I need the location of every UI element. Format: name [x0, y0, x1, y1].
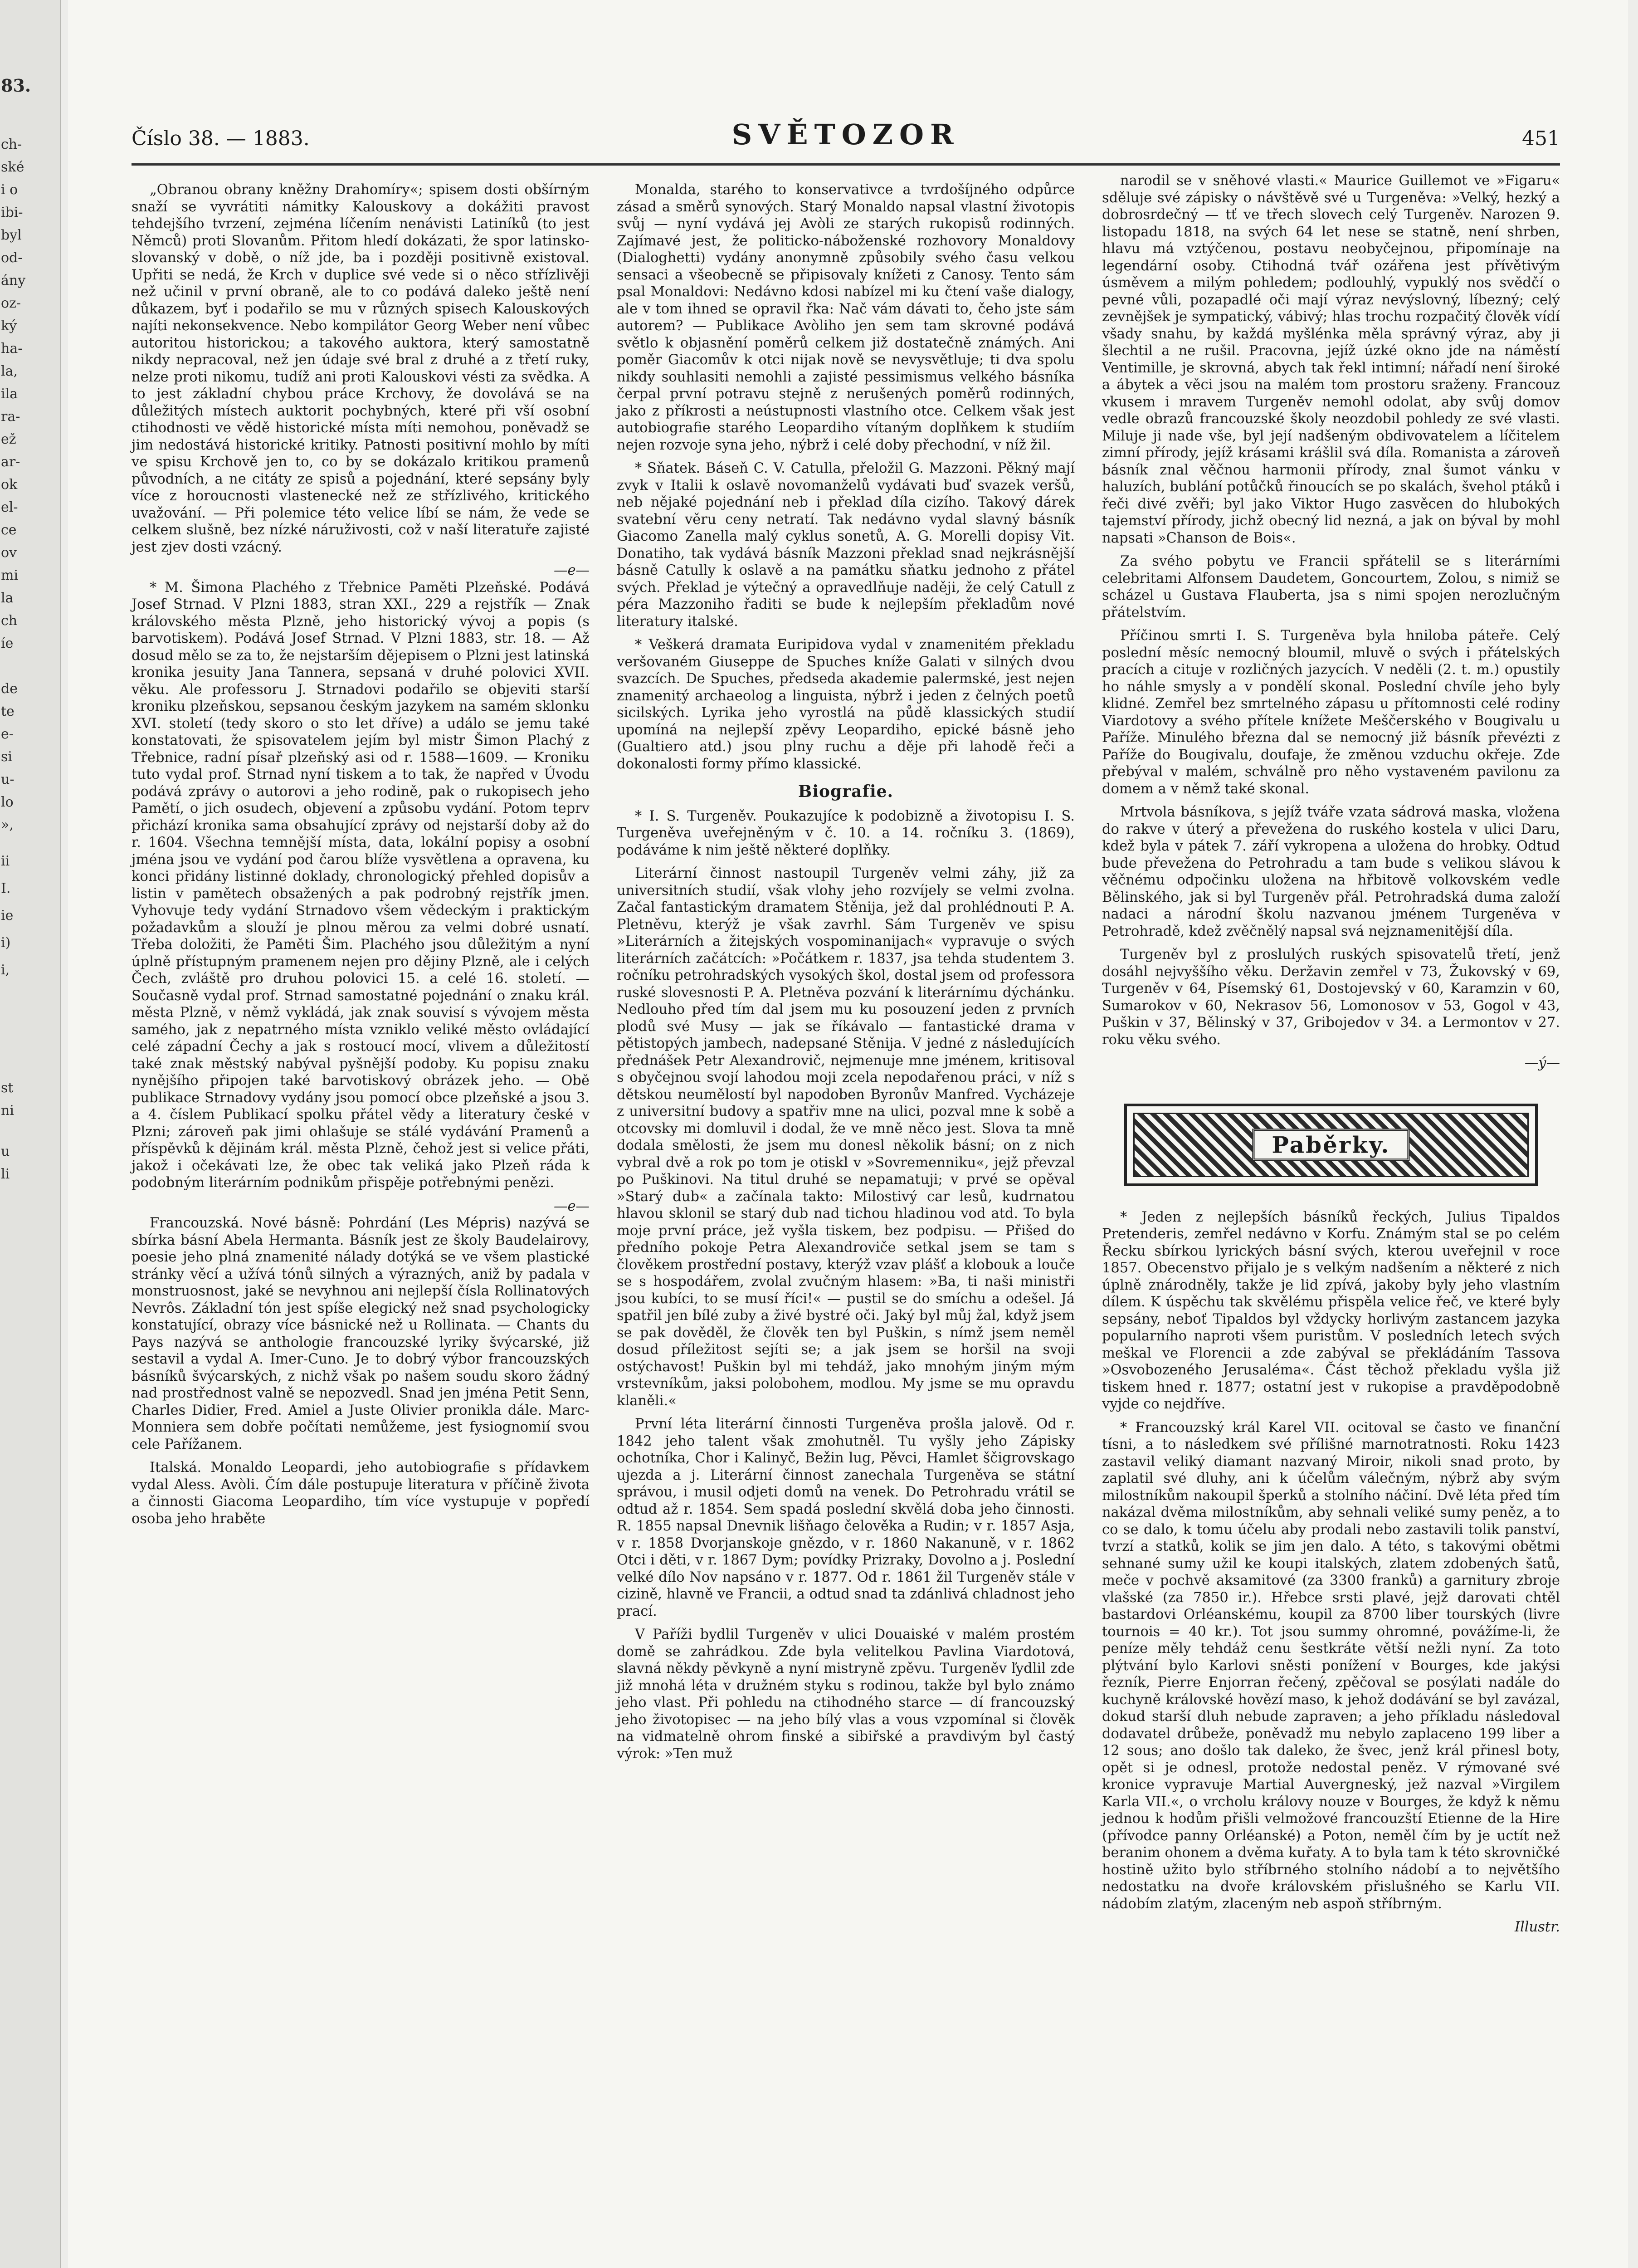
article-catullus-wedding: * Sňatek. Báseň C. V. Catulla, přeložil G. Mazzoni. Pěkný mají zvyk v Italii k oslavě novomanželů vydávati buď svazek veršů, neb nějaké pojednání neb i překlad díla cizího. Takový dárek svatební věru ceny netratí. Tak nedávno vydal slavný básník Giacomo Zanella malý cyklus sonetů, A. G. Morelli dopisy Vit. Donatiho, tak vydává básník Mazzoni překlad snad nejkrásnější básně Catully k oslavě a na památku sňatku jednoho z přátel svých. Překlad je výtečný a opravedlňuje naději, že celý Catull z péra Mazzoniho řaditi se bude k nejlepším překladům nové literatury italské. — [617, 460, 1075, 630]
article-plzen-chronicle: * M. Šimona Plachého z Třebnice Paměti Plzeňské. Podává Josef Strnad. V Plzni 1883, stran XXI., 229 a rejstřík — Znak královského města Plzně, jeho historický vývoj a popis (s barvotiskem). Podává Josef Strnad. V Plzni 1883, str. 18. — Až dosud mělo se za to, že nejstarším dějepisem o Plzni jest latinská kronika jesuity Jana Tannera, sepsaná v druhé polovici XVII. věku. Ale professoru J. Strnadovi podařilo se objeviti starší kroniku plzeňskou, sepsanou českým jazykem na samém sklonku XVI. století (tedy skoro o sto let dříve) a událo se jemu také konstatovati, že spisovatelem jejím byl mistr Šimon Plachý z Třebnice, radní písař plzeňský asi od r. 1588—1609. — Kroniku tuto vydal prof. Strnad nyní tiskem a to tak, že napřed v Úvodu podává zprávy o autorovi a jeho rodině, pak o rukopisech jeho Pamětí, o jich osudech, objevení a způsobu vydání. Potom teprv přichází kronika sama obsahující zprávy od nejstarší doby až do r. 1604. Všechna temnější místa, data, lokální popisy a osobní jména jsou ve vydání pod čarou blíže vysvětlena a opravena, ku konci přidány listinné doklady, chronologický přehled dopisův a listin v pamětech obsažených a pak podrobný rejstřík jmen. Vyhovuje tedy vydání Strnadovo všem vědeckým i praktickým požadavkům a slouží je plnou měrou za velmi dobré usnatí. Třeba doložiti, že Paměti Šim. Plachého jsou důležitým a nyní úplně přístupným pramenem nejen pro dějiny Plzně, ale i celých Čech, zvláště pro druhou polovici 15. a celé 16. století. — Současně vydal prof. Strnad samostatné pojednání o znaku král. města Plzně, v němž vykládá, jak znak souvisí s vývojem města samého, jak z nepatrného místa vzniklo veliké město ovládající celé západní Čechy a jak s rostoucí mocí, vlivem a důležitostí také znak městský nabýval pyšnější podoby. Ku popisu znaku nynějšího připojen také barvotiskový obrázek jeho. — Obě publikace Strnadovy vydány jsou pomocí obce plzeňské a jsou 3. a 4. číslem Publikací spolku přátel vědy a literatury české v Plzni; zároveň pak jimi ohlašuje se stálé vydávání Pramenů a příspěvků k dějinám král. města Plzně, čehož jest si velice přáti, jakož i očekávati lze, že obec tak veliká jako Plzeň ráda k podobným literárním podnikům přispěje potřebnými penězi. — [132, 579, 590, 1191]
margin-fragment: te — [1, 704, 15, 719]
margin-fragment: ni — [1, 1103, 14, 1119]
margin-fragment: ok — [1, 477, 18, 493]
article-turgenev-works: První léta literární činnosti Turgeněva prošla jalově. Od r. 1842 jeho talent však zmohutněl. Tu vyšly jeho Zápisky ochotníka, Chor i Kalinyč, Bežin lug, Pěvci, Hamlet ščigrovskago ujezda a j. Literární činnost zanechala Turgeněva se státní správou, i musil odjeti domů na venek. Do Petrohradu vrátil se odtud až r. 1854. Sem spadá poslední skvělá doba jeho činnosti. R. 1855 napsal Dnevnik lišňago čelověka a Rudin; v r. 1857 Asja, v r. 1858 Dvorjanskoje gnězdo, v r. 1860 Nakanuně, v r. 1862 Otci i děti, v r. 1867 Dym; povídky Prizraky, Dovolno a j. Poslední velké dílo Nov napsáno v r. 1877. Od r. 1861 žil Turgeněv stále v cizině, hlavně ve Francii, a odtud snad ta zdánlivá chladnost jeho prací. — [617, 1416, 1075, 1619]
paberky-ornamental-banner — [1124, 1104, 1538, 1186]
margin-fragment: i, — [1, 962, 10, 978]
page-number: 451 — [1522, 127, 1560, 150]
article-euripides: * Veškerá dramata Euripidova vydal v znamenitém překladu veršovaném Giuseppe de Spuches kníže Galati v silných dvou svazcích. De Spuches, předseda akademie palermské, jest nejen znamenitý archaeolog a linguista, nýbrž i jeden z čelných poetů sicilských. Lyrika jeho vyrostlá na půdě klassických studií upomíná na nejlepší zpěvy Leopardiho, epické básně jeho (Gualtiero atd.) jsou plny ruchu a děje při lahodě řeči a dokonalosti formy přímo klassické. — [617, 637, 1075, 772]
section-heading-biography: Biografie. — [798, 782, 894, 801]
article-turgenev-beginnings: Literární činnost nastoupil Turgeněv velmi záhy, již za universitních studií, však vlohy jeho rozvíjely se velmi zvolna. Začal fantastickým dramatem Stěnija, jež dal prohlédnouti P. A. Pletněvu, kterýž je však zavrhl. Sám Turgeněv ve spisu »Literárních a žitejských vospominanijach« vypravuje o svých literárních začátcích: »Počátkem r. 1837, jsa tehda studentem 3. ročníku petrohradských vysokých škol, dostal jsem od professora ruské slovesnosti P. A. Pletněva pozvání k literárnímu dýchánku. Nedlouho před tím dal jsem mu ku posouzení jeden z prvních plodů své Musy — jak se říkávalo — fantastické drama v pětistopých jambech, nadepsané Stěnija. V jedné z následujících přednášek Petr Alexandrovič, nejmenuje mne jménem, kritisoval s obyčejnou svojí lahodou moji zcela nepodařenou práci, v níž s dětskou neumělostí byl napodoben Byronův Manfred. Vycházeje z universitní budovy a spatřiv mne na ulici, pozval mne k sobě a otcovsky mi domluvil i dodal, že ve mně něco jest. Slova ta mně dodala smělosti, že jsem mu donesl několik básní; on z nich vybral dvě a rok po tom je otiskl v »Sovremenniku«, jejž převzal po Puškinovi. Na titul druhé se nepamatuji; v prvé se opěval »Starý dub« a začínala takto: Milostivý car lesů, kudrnatou hlavou sklonil se starý dub nad tichou hladinou vod atd. To byla moje první práce, jež vyšla tiskem, bez podpisu. — Přišed do předního pokoje Petra Alexandroviče setkal jsem se tam s člověkem prostřední postavy, kterýž vzav plášť a klobouk a louče se s hospodářem, zvolal zvučným hlasem: »Ba, ti naši ministři jsou kubíci, to se musí říci!« — pustil se do smíchu a odešel. Já spatřil jen bílé zuby a živé bystré oči. Jaký byl můj žal, když jsem se pak dověděl, že člověk ten byl Puškin, s nímž jsem neměl dosud příležitost sejíti se; a jak jsem se horšil na svoji ostýchavost! Puškin byl mi tehdáž, jako mnohým jiným mým vrstevníkům, jaksi polobohem, modlou. My jsme se mu opravdu klaněli.« — [617, 865, 1075, 1409]
margin-fragment: íe — [1, 635, 14, 651]
article-italian-leopardi: Italská. Monaldo Leopardi, jeho autobiografie s přídavkem vydal Aless. Avòli. Čím dále postupuje literatura v příčině života a činnosti Giacoma Leopardiho, tím více vystupuje v popředí osoba jeho hraběte — [132, 1460, 590, 1527]
margin-fragment: byl — [1, 227, 22, 243]
margin-fragment: li — [1, 1166, 10, 1182]
margin-fragment: de — [1, 681, 18, 697]
source-signature: Illustr. — [1514, 1919, 1560, 1935]
margin-fragment: e- — [1, 726, 14, 742]
article-turgenev-death: Příčinou smrti I. S. Turgeněva byla hniloba páteře. Celý poslední měsíc nemocný bloumil, mluvě o svých i přátelských pracích a cituje v rozličných jazycích. V neděli (2. t. m.) opustily ho náhle smysly a v pondělí skonal. Poslední chvíle jeho byly klidné. Zemřel bez smrtelného zápasu u přítomnosti celé rodiny Viardotovy a svého přítele knížete Meščerského v Bougivalu u Paříže. Minulého března dal se nemocný již básník převézti z Paříže do Bougivalu, doufaje, že změnou vzduchu okřeje. Zde přebýval v malém, schválně pro něho vystaveném pavilonu za domem a v němž také skonal. — [1102, 628, 1560, 797]
margin-fragment: ii — [1, 853, 10, 869]
margin-fragment: ské — [1, 159, 24, 175]
margin-fragment: u- — [1, 772, 15, 787]
margin-fragment: ch — [1, 613, 18, 629]
article-turgenev-longevity: Turgeněv byl z proslulých ruských spisovatelů třetí, jenž dosáhl nejvyššího věku. Deržavin zemřel v 73, Žukovský v 69, Turgeněv v 64, Písemský 61, Dostojevský v 60, Karamzin v 60, Sumarokov v 60, Nekrasov 56, Lomonosov v 53, Gogol v 43, Puškin v 37, Bělinský v 37, Gribojedov v 34. a Lermontov v 27. roku věku svého. — [1102, 947, 1560, 1048]
running-header — [132, 113, 1560, 159]
margin-fragment: ch- — [1, 137, 22, 152]
margin-fragment: ila — [1, 386, 18, 402]
margin-fragment: st — [1, 1080, 14, 1096]
article-krch-polemic: „Obranou obrany kněžny Drahomíry«; spisem dosti obšírným snaží se vyvrátiti námitky Kalouskovy a dokážiti pravost tehdejšího tvrzení, zejména líčením nenávisti Latiníků (to jest Němců) proti Slovanům. Přitom hledí dokázati, že spor latinsko-slovanský v době, o níž jde, ba i později positivně existoval. Upřiti se nedá, že Krch v duplice své vede si o něco střízlivěji než učinil v první obraně, ale to co podává daleko ještě není důkazem, byť i podařilo se mu v různých spisech Kalouskových najíti nekonsekvence. Nebo kompilátor Georg Weber není vůbec autoritou historickou; a takového auktora, který samostatně nikdy nepracoval, než jen údaje své bral z druhé a z třetí ruky, nelze proti nikomu, tudíž ani proti Kalouskovi vésti za svědka. A to jest základní chybou práce Krchovy, že dovolává se na důležitých místech auktorit pochybných, které při vší osobní ctihodnosti ve vědě historické místa míti nemohou, poněvadž se jim nedostává historické kritiky. Patnosti positivní mohlo by míti ve spisu Krchově jen to, co by se dokázalo kritikou pramenů původních, a ne citáty ze spisů a pojednání, které sepsány byly více z horoucnosti vlastenecké než ze střízlivého, kritického uvažování. — Při polemice této velice líbí se nám, že vede se celkem slušně, bez nízké náruživosti, což v naší literatuře zajisté jest zjev dosti vzácný. — [132, 182, 590, 555]
banner-title: Paběrky. — [1252, 1129, 1409, 1161]
margin-fragment: 83. — [1, 77, 31, 94]
margin-fragment: la — [1, 590, 14, 606]
margin-fragment: ký — [1, 318, 17, 334]
margin-fragment: ie — [1, 908, 14, 924]
margin-fragment: oz- — [1, 295, 21, 311]
margin-fragment: u — [1, 1144, 10, 1159]
margin-fragment: si — [1, 749, 12, 765]
article-tipaldos: * Jeden z nejlepších básníků řeckých, Julius Tipaldos Pretenderis, zemřel nedávno v Korfu. Známým stal se po celém Řecku sbírkou lyrických básní svých, kterou uveřejnil v roce 1857. Obecenstvo přijalo je s velkým nadšením a některé z nich úplně znárodněly, takže je lid zpívá, jakoby byly jeho vlastním dílem. K úspěchu tak skvělému přispěla velice řeč, ve které byly sepsány, neboť Tipaldos byl vždycky horlivým zastancem jazyka popularního naproti všem puristům. V posledních letech svých meškal ve Florencii a zde zabýval se překládáním Tassova »Osvobozeného Jerusaléma«. Část těchož překladu vyšla již tiskem hned r. 1877; ostatní jest v rukopise a pravděpodobně vyjde co nejdříve. — [1102, 1209, 1560, 1412]
margin-fragment: i o — [1, 182, 18, 198]
author-signature: —e— — [553, 562, 590, 578]
margin-fragment: i) — [1, 935, 11, 951]
article-turgenev-burial: Mrtvola básníkova, s jejíž tváře vzata sádrová maska, vložena do rakve v úterý a převežena do ruského kostela v ulici Daru, kdež byla v pátek 7. září vykropena a uložena do hrobky. Odtud bude převežena do Petrohradu a tam bude s velikou slávou k věčnému odpočinku uložena na hřbitově volkovském vedle Bělinského, jak si byl Turgeněv přál. Petrohradská duma založí nadaci a národní školu nazvanou jménem Turgeněva v Petrohradě, kdež zvěčnělý napsal svá nejznamenitější díla. — [1102, 804, 1560, 939]
column-1 — [132, 181, 590, 1534]
margin-fragment: la, — [1, 363, 18, 379]
margin-fragment: ra- — [1, 409, 20, 425]
margin-fragment: », — [1, 817, 14, 833]
adjacent-page-strip — [0, 0, 61, 2268]
margin-fragment: ov — [1, 545, 17, 561]
margin-fragment: I. — [1, 880, 11, 896]
article-french-poetry: Francouzská. Nové básně: Pohrdání (Les Mépris) nazývá se sbírka básní Abela Hermanta. Básník jest ze školy Baudelairovy, poesie jeho plná znamenité nálady dotýká se ve všem plastické stránky věcí a užívá tónů silných a výrazných, aniž by padala v monstruosnost, jaké se nevyhnou ani nejlepší čísla Rollinatových Nevrôs. Základní tón jest spíše elegický než snad psychologicky konstatující, obrazy více básnické než u Rollinata. — Chants du Pays nazývá se anthologie francouzské lyriky švýcarské, již sestavil a vydal A. Imer-Cuno. Je to dobrý výbor francouzských básníků švýcarských, z nichž však po našem soudu skoro žádný nad prostřednost valně se nepozvedl. Snad jen jména Petit Senn, Charles Didier, Fred. Amiel a Juste Olivier pronikla dále. Marc-Monniera sem dobře počítati nemůžeme, jest fysiognomií svou cele Pařížanem. — [132, 1215, 590, 1452]
article-leopardi-continued: Monalda, starého to konservativce a tvrdošíjného odpůrce zásad a směrů synových. Starý Monaldo napsal vlastní životopis svůj — nyní vydává jej Avòli ze starých rukopisů rodinných. Zajímavé jest, že politicko-náboženské rozhovory Monaldovy (Dialoghetti) vydány anonymně způsobily svého času velkou sensaci a všeobecně se připisovaly knížeti z Canosy. Tento sám psal Monaldovi: Nedávno kdosi nabízel mi ku čtení vaše dialogy, ale v tom ihned se opravil řka: Nač vám dávati to, čeho jste sám autorem? — Publikace Avòliho jen sem tam skrovné podává světlo k objasnění poměrů celkem již dostatečně známých. Ani poměr Giacomův k otci nijak nově se nevysvětluje; ti dva spolu nikdy souhlasiti nemohli a zajisté pessimismus velkého básníka čerpal první potravu stejně z nerušených poměrů rodinných, jako z příkrosti a neústupnosti vlastního otce. Celkem však jest autobiografie starého Leopardiho vítaným doplňkem k studiím nejen rozvoje syna jeho, nýbrž i celé doby přechodní, v níž žil. — [617, 182, 1075, 453]
margin-fragment: mi — [1, 567, 19, 583]
header-rule — [132, 163, 1560, 166]
margin-fragment: el- — [1, 499, 18, 515]
article-turgenev-paris: V Paříži bydlil Turgeněv v ulici Douaiské v malém prostém domě se zahrádkou. Zde byla velitelkou Pavlina Viardotová, slavná někdy pěvkyně a nyní mistryně zpěvu. Turgeněv ľydlil zde již mnohá léta v družném styku s rodinou, takže byl bylo známo jeho vlast. Při pohledu na ctihodného starce — dí francouzský jeho životopisec — na jeho bílý vlas a vous vzpomínal si člověk na vidmatelně ohrom finské a sibiřské a pravdivým byl častý výrok: »Ten muž — [617, 1627, 1075, 1762]
margin-fragment: lo — [1, 794, 14, 810]
article-turgenev-intro: * I. S. Turgeněv. Poukazujíce k podobizně a životopisu I. S. Turgeněva uveřejněným v č. 10. a 14. ročníku 3. (1869), podáváme k nim ještě některé doplňky. — [617, 808, 1075, 858]
column-3 — [1102, 172, 1560, 1936]
column-2 — [617, 181, 1075, 1769]
article-turgenev-friends: Za svého pobytu ve Francii spřátelil se s literárními celebritami Alfonsem Daudetem, Goncourtem, Zolou, s nimiž se scházel u Gustava Flauberta, jsa s nimi spojen nerozlučným přátelstvím. — [1102, 553, 1560, 621]
magazine-page — [68, 0, 1628, 2268]
article-turgenev-portrait: narodil se v sněhové vlasti.« Maurice Guillemot ve »Figaru« sděluje své zápisky o návštěvě své u Turgeněva: »Velký, hezký a dobrosrdečný — tť ve třech slovech celý Turgeněv. Narozen 9. listopadu 1818, na svých 64 let nese se statně, není shrben, hlavu má vztýčenou, postavu neobyčejnou, připomínaje na legendární osoby. Ctihodná tvář ozářena jest přívětivým úsměvem a milým pohledem; podlouhlý, vypuklý nos svědčí o pevné vůli, pozapadlé oči mají výraz nevýslovný, líbezný; celý zevnějšek je sympatický, vábivý; hlas trochu rozpačitý člověk vídí všady snahu, by každá myšlénka měla správný výraz, aby ji šlechtil a ne rušil. Pracovna, jejíž úzké okno jde na náměstí Ventimille, je skrovná, abych tak řekl intimní; nářadí není široké a ábytek a věci jsou na malém tom prostoru sraženy. Francouz vkusem i mravem Turgeněv nemohl odolat, aby svůj domov vedle obrazů francouzské školy neozdobil pohledy ze své vlasti. Miluje ji nade vše, byl její nadšeným obdivovatelem a líčitelem zimní přírody, jejíž krásami krášlil svá díla. Romanista a zároveň básník znal věčnou harmonii přírody, znal šumot vánku v haluzích, bublání potůčků řinoucích se po skalách, švehol ptáků i řeči divé zvěři; byl jako Viktor Hugo zasvěcen do hlubokých tajemství přírody, jichž obecný lid nezná, a jak on býval by mohl napsati »Chanson de Bois«. — [1102, 173, 1560, 546]
margin-fragment: ce — [1, 522, 17, 538]
margin-fragment: ež — [1, 431, 16, 447]
author-signature: —ý— — [1524, 1055, 1560, 1071]
article-charles-vii: * Francouzský král Karel VII. ocitoval se často ve finanční tísni, a to následkem své přílišné marnotratnosti. Roku 1423 zastavil veliký diamant nazvaný Miroir, nikoli snad proto, by zaplatil své dluhy, ani k účelům válečným, nýbrž aby svým milostníkům nakoupil šperků a stolního náčiní. Dvě léta před tím nakázal dvěma milostníkům, aby sehnali veliké sumy peněz, a to co se dalo, k tomu účelu aby prodali nebo zastavili tolik panství, tvrzí a statků, kolik se jim jen dalo. A této, s takovými obětmi sehnané sumy užil ke koupi italských, zlatem zdobených šatů, meče v pochvě aksamitové (za 3300 franků) a garnitury zbroje vlašské (za 7850 ir.). Hřebce srsti plavé, jejž darovati chtěl bastardovi Orléanskému, koupil za 8700 liber tourských (livre tournois = 40 kr.). Tot jsou summy ohromné, povážíme-li, že peníze měly tehdáž cenu šestkráte větší nežli nyní. Za toto plýtvání bylo Karlovi sněsti ponížení v Bourges, kde jakýsi řezník, Pierre Enjorran řečený, zpěčoval se posýlati nadále do kuchyně královské hovězí maso, k jehož dodávání se byl zavázal, dokud starší dluh nebude zapraven; a jeho příkladu následoval dodavatel drůbeže, poněvadž mu nebylo zaplaceno 199 liber a 12 sous; ano došlo tak daleko, že švec, jenž král přinesl boty, opět si je odnesl, protože nedostal peněz. V rýmované své kronice vypravuje Martial Auvergneský, jež nazval »Virgilem Karla VII.«, o vrcholu královy nouze v Bourges, že když k němu jednou k hodům přišli velmožové francouzští Etienne de la Hire (přívodce panny Orléanské) a Poton, neměl čím by je uctít než beranim ohonem a dvěma kuřaty. A to byla tam k této skrovničké hostině užito bylo stříbrného stolního nádobí a to největšího nedostatku na dvoře královském přislušného se Karlu VII. nádobím zlatým, zlaceným neb aspoň stříbrným. — [1102, 1419, 1560, 1912]
magazine-title: SVĚTOZOR — [731, 118, 960, 151]
author-signature: —e— — [553, 1198, 590, 1214]
margin-fragment: od- — [1, 250, 23, 266]
margin-fragment: ar- — [1, 454, 20, 470]
issue-line: Číslo 38. — 1883. — [132, 127, 310, 150]
margin-fragment: ány — [1, 273, 26, 288]
margin-fragment: ha- — [1, 341, 23, 357]
margin-fragment: ibi- — [1, 205, 23, 220]
